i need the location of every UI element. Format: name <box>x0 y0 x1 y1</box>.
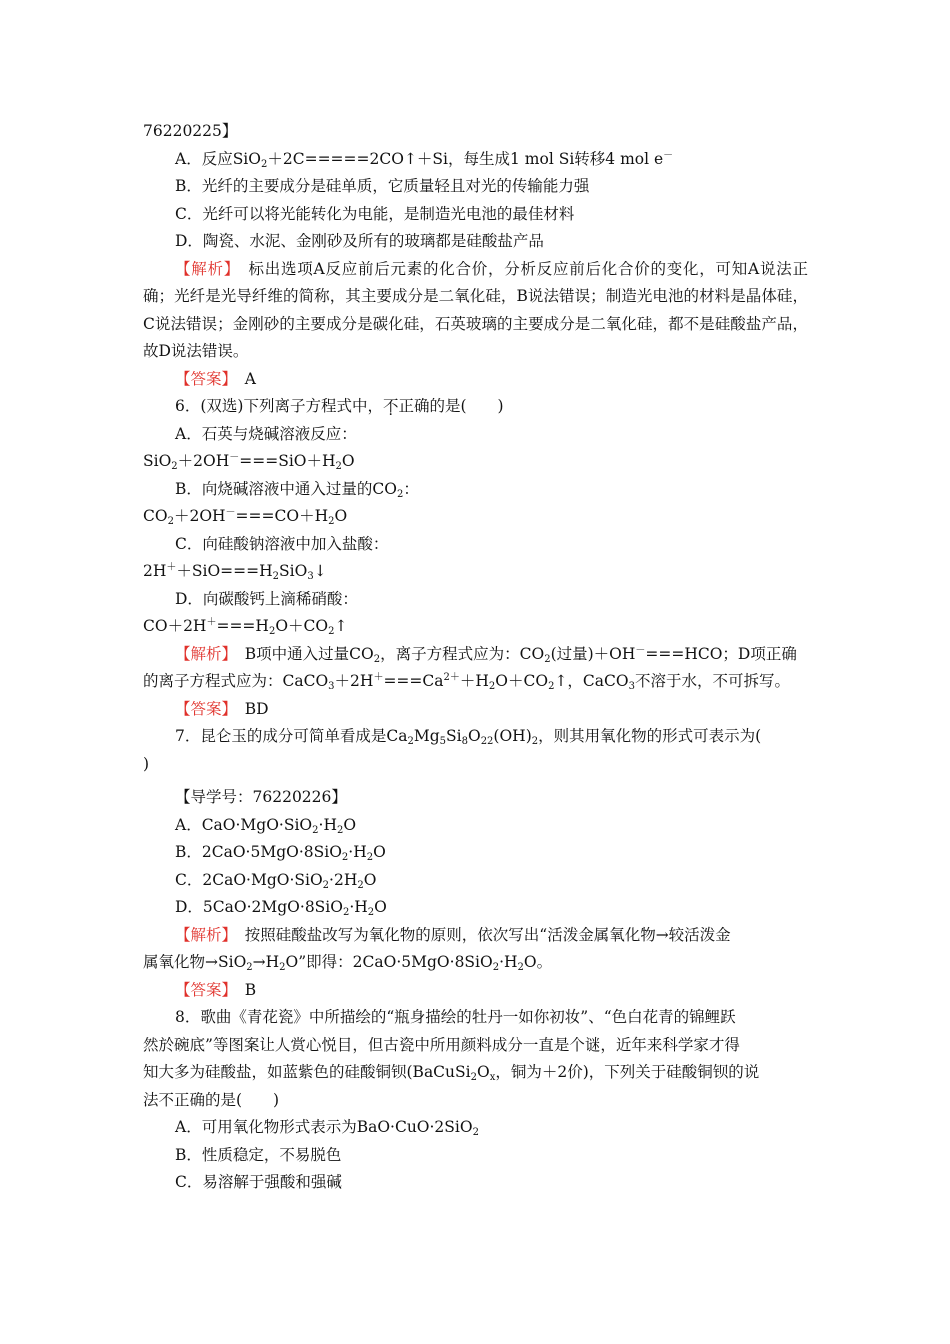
text-sub: 2 <box>492 962 500 973</box>
text-part: 按照硅酸盐改写为氧化物的原则，依次写出“活泼金属氧化物→较活泼金 <box>229 925 731 944</box>
q6-option-b <box>143 476 808 504</box>
eq-part: ＋SiO===H <box>176 562 273 580</box>
text-part: ·H <box>318 815 337 834</box>
text-part: O。 <box>523 953 553 971</box>
q6-answer <box>143 696 808 724</box>
text-part: O <box>373 843 386 861</box>
text-part: B．2CaO·5MgO·8SiO <box>175 843 342 861</box>
eq-part: 2H <box>143 562 167 580</box>
q7-guide-number: 【导学号：76220226】 <box>175 788 347 806</box>
q8-stem-line4: 法不正确的是( ) <box>143 1090 280 1109</box>
q6-analysis-line1 <box>143 641 808 669</box>
q7-option-a <box>143 812 808 840</box>
q5-analysis-tag: 【解析】 <box>175 259 233 278</box>
text-sub: 2 <box>470 1072 477 1083</box>
text-part: O <box>363 870 377 889</box>
eq-sub: 2 <box>171 461 178 472</box>
text-part: ，铜为＋2价)，下列关于硅酸铜钡的说 <box>495 1063 760 1081</box>
q6-option-d: D．向碳酸钙上滴稀硝酸： <box>175 589 358 608</box>
eq-sup: － <box>229 452 240 463</box>
text-part: B项中通入过量CO <box>229 644 374 663</box>
text-part: O＋CO <box>495 672 549 690</box>
text-sub: 2 <box>544 653 551 665</box>
text-sup: ＋ <box>373 672 384 683</box>
text-part: Si <box>446 727 462 745</box>
eq-part: ＋2OH <box>177 452 230 470</box>
text-sub: 2 <box>336 824 344 836</box>
text-part: O <box>374 898 387 916</box>
q5-option-b: B．光纤的主要成分是硅单质，它质量轻且对光的传输能力强 <box>175 177 590 195</box>
text-sub: 3 <box>628 681 635 692</box>
text-sub: 2 <box>407 736 414 747</box>
text-sub: 2 <box>312 824 319 836</box>
q8-stem-line2: 然於碗底”等图案让人赏心悦目，但古瓷中所用颜料成分一直是个谜，近年来科学家才得 <box>143 1035 740 1054</box>
q5-a-pre: A．反应SiO <box>175 149 261 168</box>
eq-sup: ＋ <box>206 617 217 628</box>
text-part: ，则其用氧化物的形式可表示为( <box>538 727 762 745</box>
document-content <box>143 118 808 1197</box>
q8-stem-line1: 8．歌曲《青花瓷》中所描绘的“瓶身描绘的牡丹一如你初妆”、“色白花青的锦鲤跃 <box>175 1008 736 1026</box>
q5-a-mid: ＋2C=====2CO↑＋Si，每生成1 mol Si转移4 mol e <box>267 149 664 168</box>
text-sub: 2 <box>366 852 374 863</box>
text-part: ·H <box>349 898 368 916</box>
eq-sub: 2 <box>268 626 276 637</box>
text-sub: 2 <box>373 653 381 665</box>
eq-sup: ＋ <box>166 562 177 573</box>
eq-part: ↓ <box>313 562 327 580</box>
text-sub: 2 <box>472 1127 479 1138</box>
eq-sub: 2 <box>272 571 280 582</box>
q5-option-a <box>143 146 808 174</box>
text-part: (过量)＋OH <box>550 644 636 663</box>
text-sub: 2 <box>322 879 330 891</box>
eq-part: ===SiO＋H <box>239 452 336 470</box>
q7-answer-tag: 【答案】 <box>175 980 230 999</box>
eq-part: O＋CO <box>275 617 329 635</box>
q8-option-c: C．易溶解于强酸和强碱 <box>175 1173 342 1191</box>
text-part: O <box>343 815 357 834</box>
text-sup: － <box>635 644 646 656</box>
text-part: ↑，CaCO <box>554 672 629 690</box>
text-part: 的离子方程式应为：CaCO <box>143 672 329 690</box>
q8-stem-line3 <box>143 1059 808 1087</box>
text-part: ＋H <box>459 672 489 690</box>
text-part: A．可用氧化物形式表示为BaO·CuO·2SiO <box>175 1118 473 1136</box>
eq-part: SiO <box>143 452 172 470</box>
q7-analysis-tag: 【解析】 <box>175 925 230 944</box>
eq-part: O <box>334 507 348 525</box>
text-sub: 2 <box>342 907 350 918</box>
text-sub: 2 <box>341 852 349 863</box>
eq-sub: 2 <box>328 626 335 637</box>
text-sup: 2＋ <box>443 672 460 683</box>
eq-sub: 2 <box>167 516 174 527</box>
q6-stem <box>143 393 808 421</box>
text-part: C．2CaO·MgO·SiO <box>175 870 323 889</box>
text-sub: 2 <box>279 962 286 973</box>
doc-number-line <box>143 118 808 146</box>
eq-sup: － <box>225 507 236 518</box>
q5-answer-value: A <box>229 369 256 388</box>
q6-stem-emphasis: 不 <box>382 397 399 415</box>
q7-answer <box>143 977 808 1005</box>
text-sub: 2 <box>357 879 364 891</box>
text-part: ===Ca <box>383 672 444 690</box>
text-part: ·H <box>348 843 367 861</box>
text-sub: 2 <box>367 907 375 918</box>
eq-part: O <box>341 452 355 470</box>
q7-option-c <box>143 867 808 895</box>
eq-part: CO＋2H <box>143 617 207 635</box>
eq-part: SiO <box>279 562 308 580</box>
q6-analysis-tag: 【解析】 <box>175 644 230 663</box>
q6-equation-b <box>143 503 808 531</box>
text-sub: 3 <box>328 681 335 692</box>
text-part: 不溶于水，不可拆写。 <box>634 672 790 690</box>
q8-option-b: B．性质稳定，不易脱色 <box>175 1145 342 1164</box>
q7-option-b <box>143 839 808 867</box>
text-part: 属氧化物→SiO <box>143 953 247 971</box>
text-part: ＋2H <box>334 672 374 690</box>
q6-b-sub: 2 <box>396 488 404 500</box>
text-part: ·H <box>499 953 518 971</box>
text-sub: 5 <box>439 736 447 747</box>
q5-a-sup: － <box>663 149 674 161</box>
eq-part: ↑ <box>334 617 348 635</box>
q5-analysis <box>143 256 808 366</box>
text-part: A．CaO·MgO·SiO <box>175 815 313 834</box>
q6-b-post: ： <box>403 479 419 498</box>
q6-equation-a <box>143 448 808 476</box>
eq-sub: 3 <box>307 571 314 582</box>
q6-b-pre: B．向烧碱溶液中通入过量的CO <box>175 479 397 498</box>
eq-sub: 2 <box>328 516 335 527</box>
q6-stem-post: 正确的是( ) <box>398 397 504 415</box>
q6-option-a: A．石英与烧碱溶液反应： <box>175 424 357 443</box>
text-part: 知大多为硅酸盐，如蓝紫色的硅酸铜钡(BaCuSi <box>143 1063 471 1081</box>
text-sub: 2 <box>548 681 555 692</box>
text-part: ===HCO；D项正确 <box>645 644 797 663</box>
text-sub: x <box>489 1072 496 1083</box>
text-part: Mg <box>413 727 440 745</box>
q6-answer-tag: 【答案】 <box>175 699 230 718</box>
doc-number: 76220225】 <box>143 122 238 140</box>
text-sub: 2 <box>531 736 539 747</box>
q6-analysis-line2 <box>143 668 808 696</box>
q7-analysis-line1 <box>143 922 808 950</box>
text-sub: 2 <box>517 962 524 973</box>
q7-stem-line2: ) <box>143 754 150 773</box>
text-part: D．5CaO·2MgO·8SiO <box>175 898 343 916</box>
text-sub: 2 <box>246 962 253 973</box>
text-part: →H <box>252 953 280 971</box>
q5-option-d: D．陶瓷、水泥、金刚砂及所有的玻璃都是硅酸盐产品 <box>175 232 544 250</box>
eq-part: ＋2OH <box>173 507 226 525</box>
q6-equation-c <box>143 558 808 586</box>
q7-answer-value: B <box>229 980 257 999</box>
q7-option-d <box>143 894 808 922</box>
q7-analysis-line2 <box>143 949 808 977</box>
text-part: O”即得：2CaO·5MgO·8SiO <box>285 953 493 971</box>
text-part: ·2H <box>329 870 358 889</box>
q5-analysis-text: 标出选项A反应前后元素的化合价，分析反应前后化合价的变化，可知A说法正确；光纤是光导纤维的简称，其主要成分是二氧化硅，B说法错误；制造光电池的材料是晶体硅，C说法错误；金刚砂的主要成分是碳化硅，石英玻璃的主要成分是二氧化硅，都不是硅酸盐产品，故D说法错误。 <box>143 259 808 360</box>
q6-answer-value: BD <box>229 699 269 718</box>
q5-option-c: C．光纤可以将光能转化为电能，是制造光电池的最佳材料 <box>175 204 575 223</box>
q6-stem-pre: 6．(双选)下列离子方程式中， <box>175 397 383 415</box>
eq-part: ===H <box>216 617 269 635</box>
text-part: O <box>467 727 481 745</box>
text-sub: 2 <box>488 681 496 692</box>
q7-stem <box>143 723 808 751</box>
eq-part: ===CO＋H <box>235 507 329 525</box>
q6-equation-d <box>143 613 808 641</box>
text-part: 7．昆仑玉的成分可简单看成是Ca <box>175 727 408 745</box>
text-sub: 22 <box>480 736 494 747</box>
text-part: (OH) <box>493 727 532 745</box>
q6-option-c: C．向硅酸钠溶液中加入盐酸： <box>175 534 389 553</box>
text-part: ，离子方程式应为：CO <box>380 644 545 663</box>
q5-a-sub: 2 <box>260 158 268 170</box>
eq-sub: 2 <box>335 461 342 472</box>
eq-part: CO <box>143 507 168 525</box>
q8-option-a <box>143 1114 808 1142</box>
q5-answer <box>143 366 808 394</box>
text-sub: 8 <box>461 736 468 747</box>
q5-answer-tag: 【答案】 <box>175 369 230 388</box>
text-part: O <box>476 1063 490 1081</box>
